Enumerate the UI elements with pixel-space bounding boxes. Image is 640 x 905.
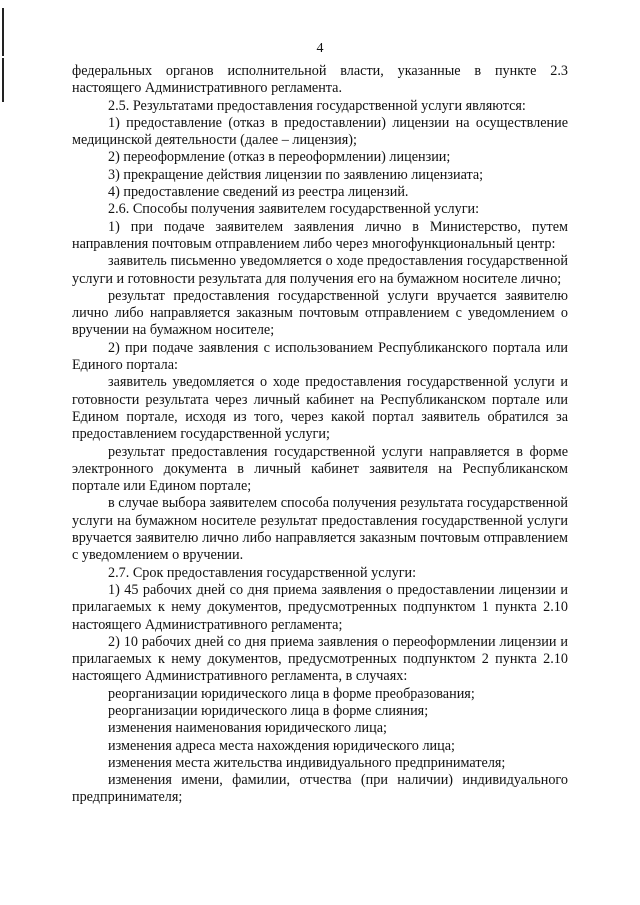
paragraph: реорганизации юридического лица в форме слияния; [108, 702, 429, 719]
paragraph: 1) предоставление (отказ в предоставлении) лицензии на осуществление медицинской деятельности (далее – лицензия); [72, 114, 568, 149]
paragraph: реорганизации юридического лица в форме преобразования; [108, 685, 475, 702]
paragraph: 3) прекращение действия лицензии по заявлению лицензиата; [108, 166, 484, 183]
paragraph: 2) при подаче заявления с использованием Республиканского портала или Единого портала: [72, 339, 568, 374]
paragraph: 2.5. Результатами предоставления государственной услуги являются: [108, 97, 526, 114]
paragraph: результат предоставления государственной услуги вручается заявителю лично либо направляется заказным почтовым отправлением с уведомлением о вручении на бумажном носителе; [72, 287, 568, 339]
paragraph: результат предоставления государственной услуги направляется в форме электронного документа в личный кабинет заявителя на Республиканском портале или Едином портале; [72, 443, 568, 495]
paragraph: 1) при подаче заявителем заявления лично в Министерство, путем направления почтовым отправлением либо через многофункциональный центр: [72, 218, 568, 252]
document-body [72, 63, 568, 807]
paragraph: в случае выбора заявителем способа получения результата государственной услуги на бумажном носителе результат предоставления государственной услуги вручается заявителю лично либо направляется заказным почтовым отправлением с уведомлением о вручении. [72, 495, 568, 564]
paragraph: 2) переоформление (отказ в переоформлении) лицензии; [108, 149, 451, 166]
paragraph: заявитель уведомляется о ходе предоставления государственной услуги и готовности результата через личный кабинет на Республиканском портале или Едином портале, исходя из того, через какой портал заявитель обратился за предоставлением государственной услуги; [72, 374, 568, 443]
paragraph: изменения наименования юридического лица; [108, 720, 387, 737]
paragraph: федеральных органов исполнительной власти, указанные в пункте 2.3 настоящего Административного регламента. [72, 63, 568, 97]
paragraph: 2.6. Способы получения заявителем государственной услуги: [108, 201, 480, 218]
paragraph: изменения адреса места нахождения юридического лица; [108, 737, 455, 754]
paragraph: изменения имени, фамилии, отчества (при наличии) индивидуального предпринимателя; [72, 772, 568, 806]
paragraph: 2.7. Срок предоставления государственной услуги: [108, 564, 417, 581]
paragraph: изменения места жительства индивидуального предпринимателя; [108, 754, 506, 771]
scan-edge-mark [2, 58, 4, 102]
paragraph: 2) 10 рабочих дней со дня приема заявления о переоформлении лицензии и прилагаемых к нему документов, предусмотренных подпунктом 2 пункта 2.10 настоящего Административного регламента, в случаях: [72, 633, 568, 685]
paragraph: 1) 45 рабочих дней со дня приема заявления о предоставлении лицензии и прилагаемых к нему документов, предусмотренных подпунктом 1 пункта 2.10 настоящего Административного регламента; [72, 581, 568, 633]
page-number: 4 [316, 41, 324, 56]
paragraph: заявитель письменно уведомляется о ходе предоставления государственной услуги и готовности результата для получения его на бумажном носителе лично; [72, 253, 568, 287]
paragraph: 4) предоставление сведений из реестра лицензий. [108, 184, 409, 201]
